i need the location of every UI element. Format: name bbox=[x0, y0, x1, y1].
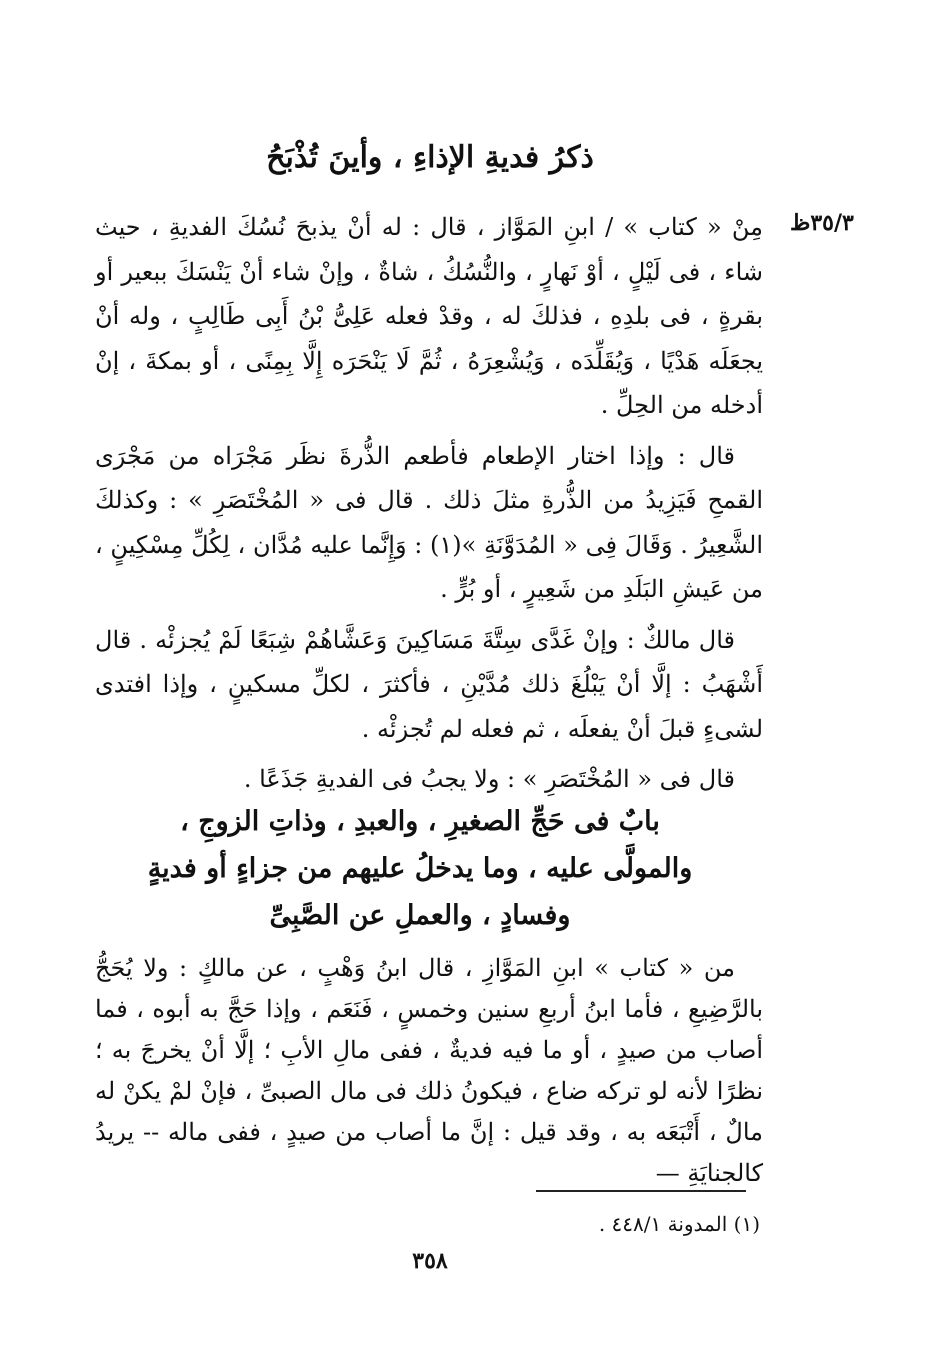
chapter-heading-line: بابٌ فى حَجِّ الصغيرِ ، والعبدِ ، وذاتِ الزوجِ ، bbox=[180, 806, 660, 837]
chapter-heading-line: وفسادٍ ، والعملِ عن الصَّبِىِّ bbox=[269, 900, 571, 931]
footnote: (١) المدونة ٤٤٨/١ . bbox=[598, 1212, 760, 1236]
footnote-divider bbox=[536, 1190, 746, 1192]
paragraph: قال : وإذا اختار الإطعام فأطعم الذُّرةَ نظَر مَجْرَاه من مَجْرَى القمحِ فَيَزِيدُ من الذُّرةِ مثلَ ذلك . قال فى « المُخْتَصَرِ » : وكذلكَ الشَّعِيرُ . وَقَالَ فِى « المُدَوَّنَةِ »(١) : وَإِنَّما عليه مُدَّان ، لِكُلِّ مِسْكِينٍ ، من عَيشِ البَلَدِ من شَعِيرٍ ، أو بُرٍّ . bbox=[95, 441, 763, 603]
page-number: ٣٥٨ bbox=[412, 1248, 448, 1274]
chapter-body bbox=[95, 948, 763, 1194]
chapter-heading bbox=[120, 798, 720, 939]
chapter-heading-line: والمولَّى عليه ، وما يدخلُ عليهم من جزاءٍ أو فديةٍ bbox=[147, 853, 693, 884]
section-body bbox=[95, 205, 763, 808]
section-title: ذكرُ فديةِ الإذاءِ ، وأينَ تُذْبَحُ bbox=[266, 140, 594, 175]
paragraph: مِنْ « كتاب » / ابنِ المَوَّاز ، قال : له أنْ يذبحَ نُسُكَ الفديةِ ، حيث شاء ، فى لَيْلٍ ، أوْ نَهارٍ ، والنُّسُكُ ، شاةٌ ، وإنْ شاء أنْ يَنْسَكَ ببعير أو بقرةٍ ، فى بلدِهِ ، فذلكَ له ، وقدْ فعله عَلِىُّ بْنُ أَبِى طَالِبٍ ، وله أنْ يجعَلَه هَدْيًا ، وَيُقَلِّدَه ، وَيُشْعِرَهُ ، ثُمَّ لَا يَنْحَرَه إِلَّا بِمِنًى ، أو بمكةَ ، إنْ أدخله من الحِلِّ . bbox=[95, 213, 763, 419]
paragraph: قال فى « المُخْتَصَرِ » : ولا يجبُ فى الفديةِ جَذَعًا . bbox=[243, 765, 735, 793]
paragraph: من « كتاب » ابنِ المَوَّازِ ، قال ابنُ وَهْبٍ ، عن مالكٍ : ولا يُحَجُّ بالرَّضِيعِ ، فأما ابنُ أربعِ سنين وخمسٍ ، فَنَعَم ، وإذا حَجَّ به أبوه ، فما أصاب من صيدٍ ، أو ما فيه فديةٌ ، ففى مالِ الأبِ ؛ إلَّا أنْ يخرجَ به ؛ نظرًا لأنه لو تركه ضاع ، فيكونُ ذلك فى مال الصبىِّ ، فإنْ لمْ يكنْ له مالٌ ، أَتْبَعَه به ، وقد قيل : إنَّ ما أصاب من صيدٍ ، ففى ماله -- يريدُ كالجنايَةِ — bbox=[95, 954, 763, 1187]
paragraph: قال مالكٌ : وإنْ غَدَّى سِتَّةَ مَسَاكِينَ وَعَشَّاهُمْ شِبَعًا لَمْ يُجزئْه . قال أَشْهَبُ : إلَّا أنْ يَبْلُغَ ذلك مُدَّيْنِ ، فأكثرَ ، لكلِّ مسكينٍ ، وإذا افتدى لشىءٍ قبلَ أنْ يفعلَه ، ثم فعله لم تُجزئْه . bbox=[95, 625, 763, 743]
margin-reference: ٣٥/٣ظ bbox=[790, 210, 854, 236]
